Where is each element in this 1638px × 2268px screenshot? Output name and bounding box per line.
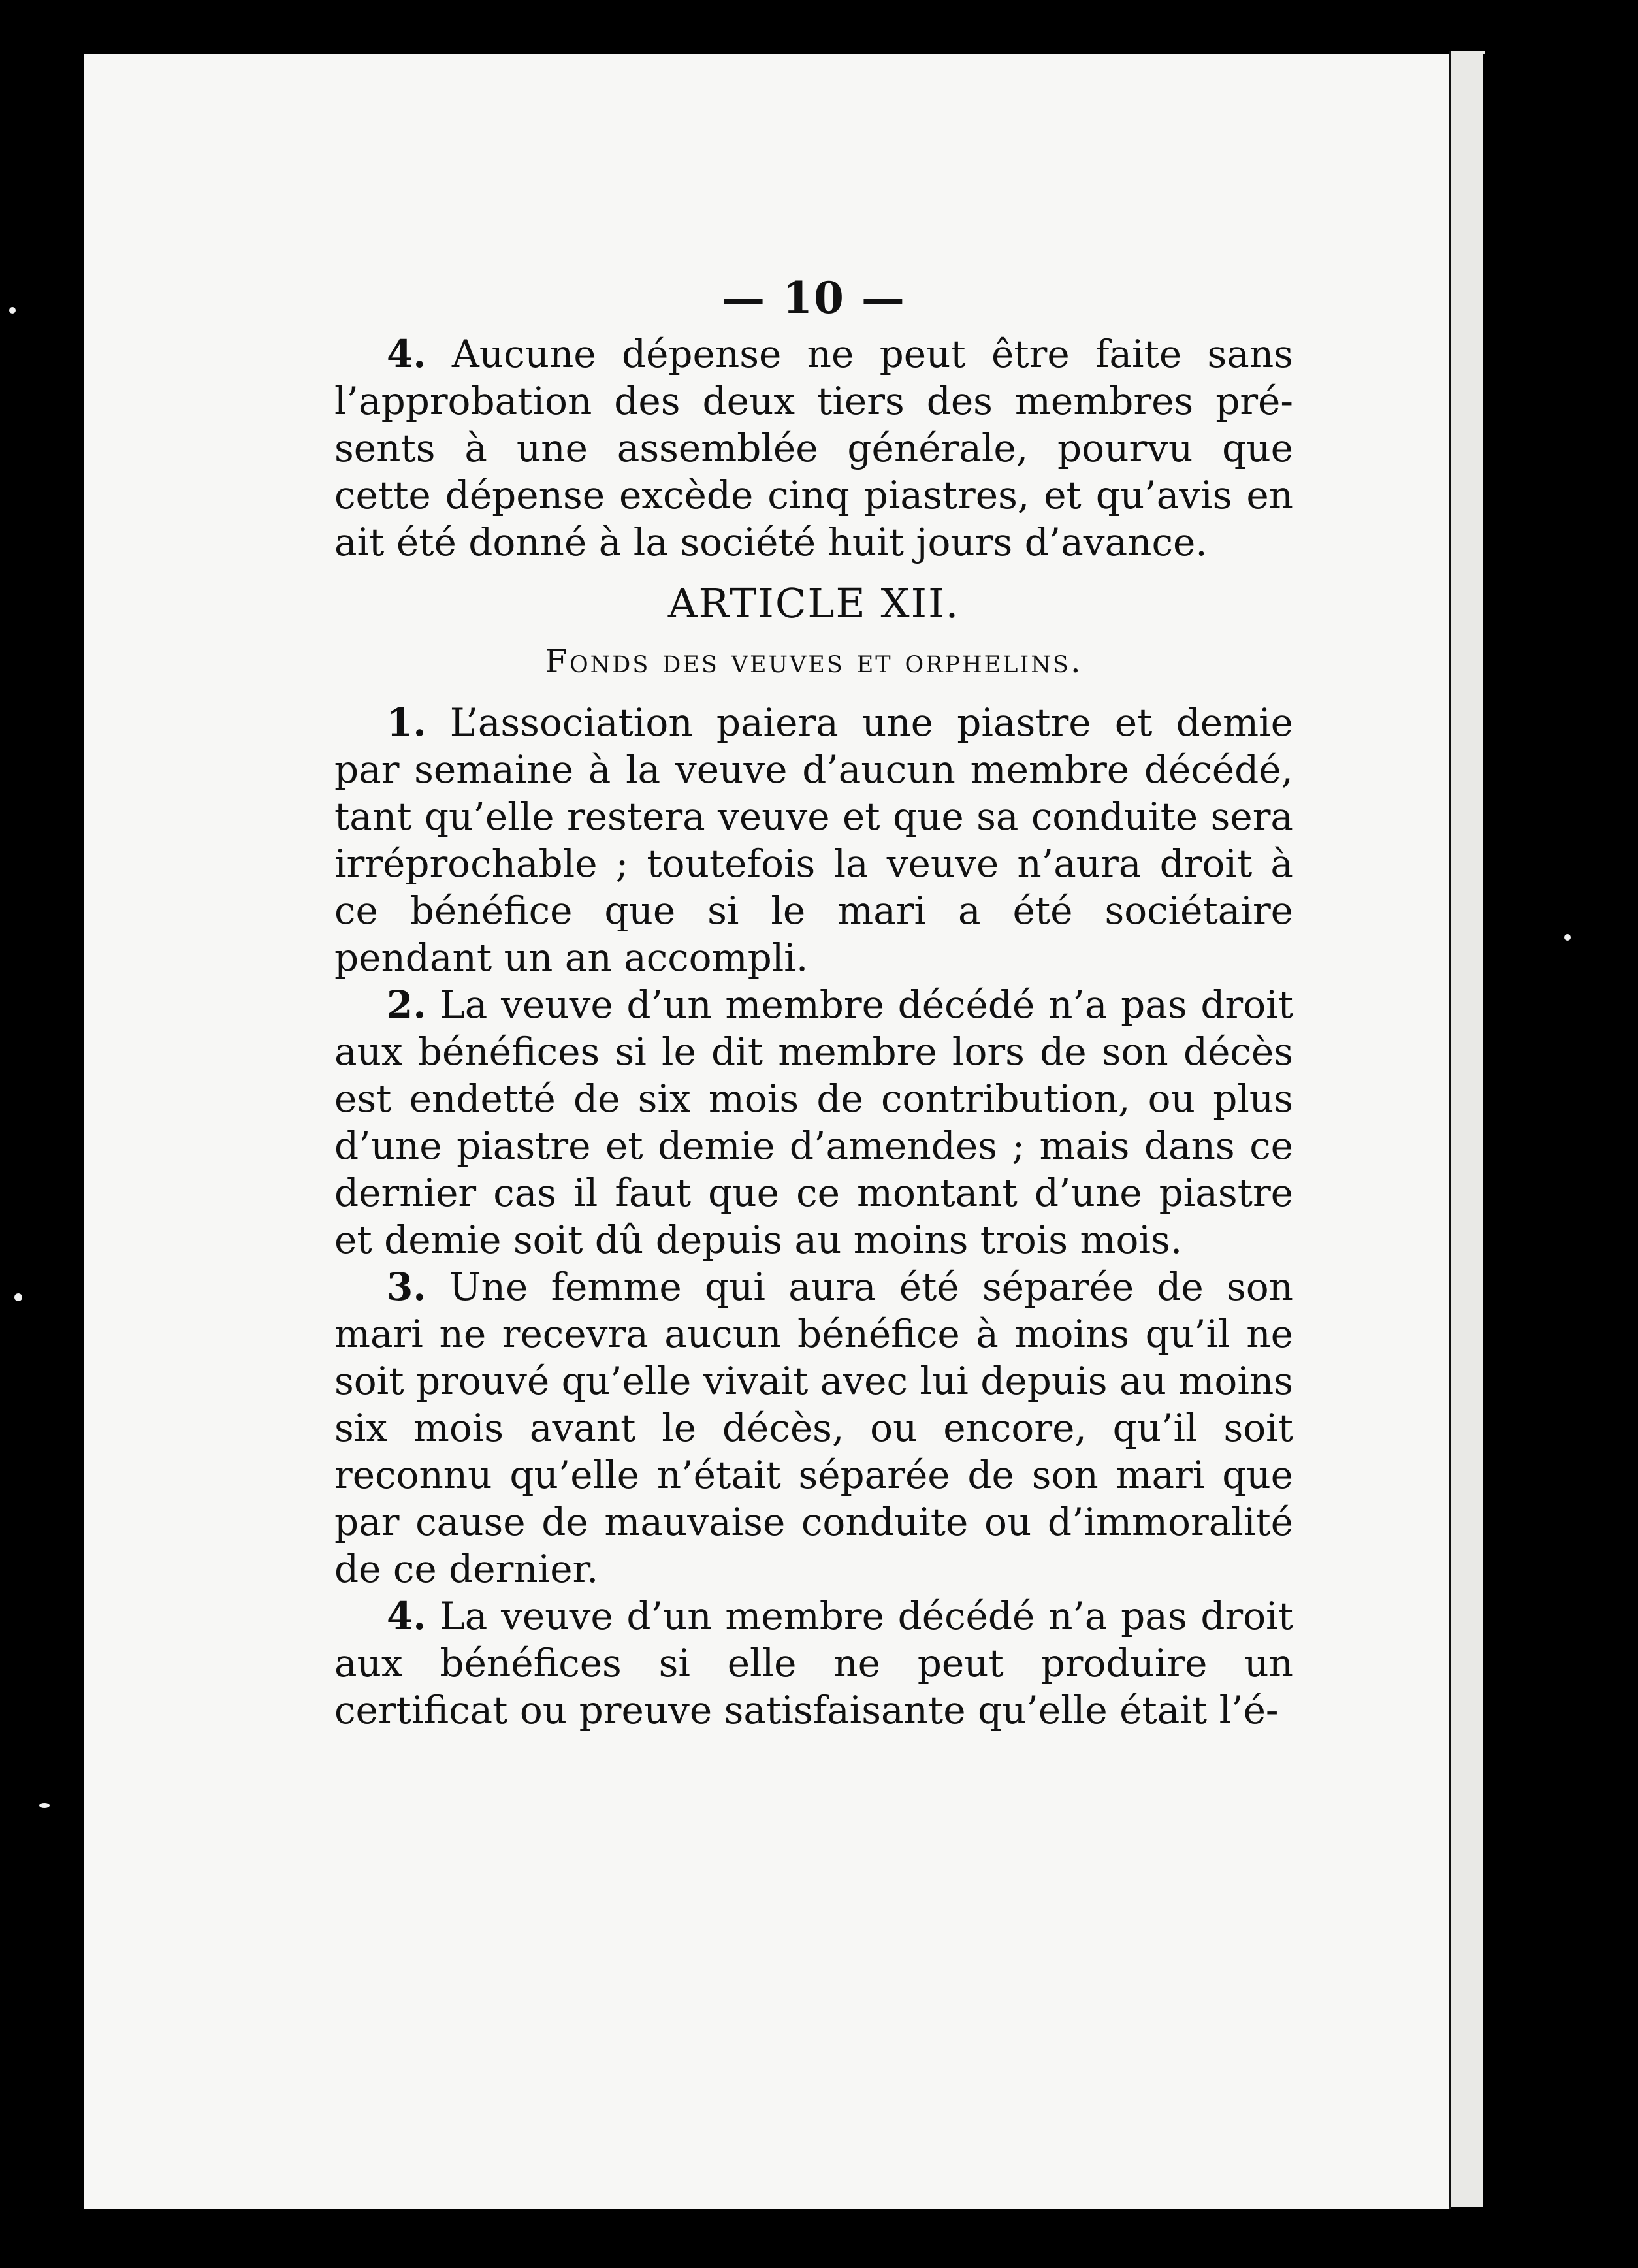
scan-speck [14,1293,22,1301]
paragraph-1 [334,699,1293,981]
scan-speck [1564,934,1571,941]
next-page-edge [1449,51,1485,2207]
section-heading: Fonds des veuves et orphelins. [545,642,1083,680]
paragraph-text: La veuve d’un membre décédé n’a pas droit aux bénéfices si elle ne peut produire un certificat ou preuve satisfaisante qu’elle était l’é- [334,1594,1293,1732]
paragraph-2 [334,981,1293,1263]
scan-margin-right [1483,54,1638,2209]
paragraph-number: 3. [387,1265,426,1309]
paragraph-text: Une femme qui aura été séparée de son mari ne recevra aucun bénéfice à moins qu’il ne soit prouvé qu’elle vivait avec lui depuis au moins six mois avant le décès, ou encore, qu’il soit reconnu qu’elle n’était séparée de son mari que par cause de mauvaise conduite ou d’immoralité de ce dernier. [334,1265,1293,1591]
paragraph-number: 4. [387,332,426,376]
paragraph-text: L’association paiera une piastre et demie par semaine à la veuve d’aucun membre décédé, tant qu’elle restera veuve et que sa conduite sera irréprochable ; toutefois la veuve n’aura droit à ce bénéfice que si le mari a été sociétaire pendant un an accompli. [334,700,1293,980]
page-number: — 10 — [722,272,906,323]
paragraph-number: 2. [387,982,426,1027]
scan-speck [39,1803,50,1808]
paragraph-4-top [334,331,1293,566]
page-text [334,274,1293,1734]
paragraph-number: 1. [387,700,426,745]
scan-speck [9,307,16,314]
article-heading: ARTICLE XII. [667,579,960,627]
paragraph-4 [334,1593,1293,1734]
paragraph-3 [334,1263,1293,1593]
paragraph-number: 4. [387,1594,426,1638]
paragraph-text: Aucune dépense ne peut être faite sans l’approbation des deux tiers des membres présents à une assemblée générale, pourvu que cette dépense excède cinq piastres, et qu’avis en ait été donné à la société huit jours d’avance. [334,332,1293,564]
paragraph-text: La veuve d’un membre décédé n’a pas droit aux bénéfices si le dit membre lors de son décès est endetté de six mois de contribution, ou plus d’une piastre et demie d’amendes ; mais dans ce dernier cas il faut que ce montant d’une piastre et demie soit dû depuis au moins trois mois. [334,982,1293,1262]
